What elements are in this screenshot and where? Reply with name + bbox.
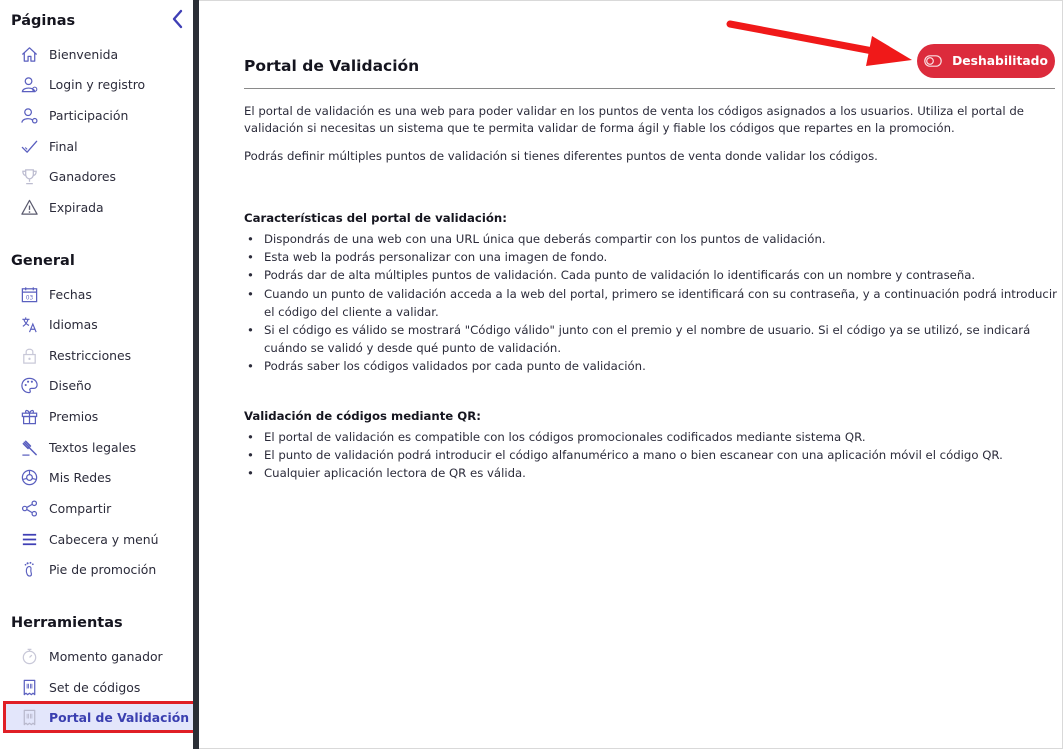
list-item: • Si el código es válido se mostrará "Código válido" junto con el premio y el nombre de usuario. Si el código ya se utilizó, se indicará cuándo se validó y desde qué punto de validación. [244, 321, 1059, 357]
palette-icon [18, 374, 40, 396]
title-divider [244, 88, 1055, 89]
trophy-icon [18, 165, 40, 187]
sidebar-item-final[interactable] [10, 132, 193, 160]
sidebar-item-participacion[interactable] [10, 101, 193, 129]
user-icon [18, 73, 40, 95]
sidebar-item-label: Portal de Validación [49, 709, 190, 725]
qr-list [244, 428, 1059, 483]
list-item: • Cuando un punto de validación acceda a la web del portal, primero se identificará con su contraseña, y a continuación podrá introducir el código del cliente a validar. [244, 285, 1059, 321]
sidebar-item-pie-promocion[interactable] [10, 555, 193, 583]
list-item: • Podrás dar de alta múltiples puntos de validación. Cada punto de validación lo identificarás con un nombre y contraseña. [244, 266, 1059, 284]
ticket-icon [18, 676, 40, 698]
sidebar-item-label: Restricciones [49, 347, 132, 363]
footprint-icon [18, 558, 40, 580]
section-title-herramientas: Herramientas [11, 615, 123, 631]
section-title-paginas: Páginas [11, 13, 76, 29]
status-toggle-label: Deshabilitado [952, 54, 1048, 68]
list-item: • El punto de validación podrá introducir el código alfanumérico a mano o bien escanear con una aplicación móvil el código QR. [244, 446, 1059, 464]
collapse-sidebar-icon[interactable] [168, 8, 188, 30]
sidebar-item-label: Set de códigos [49, 679, 141, 695]
stopwatch-icon [18, 645, 40, 667]
social-icon [18, 466, 40, 488]
features-heading: Características del portal de validación: [244, 211, 507, 225]
sidebar-item-textos-legales[interactable] [10, 433, 193, 461]
sidebar-item-portal-validacion[interactable] [5, 703, 195, 731]
sidebar-item-idiomas[interactable] [10, 310, 193, 338]
gift-icon [18, 405, 40, 427]
sidebar-item-fechas[interactable] [10, 280, 193, 308]
home-icon [18, 43, 40, 65]
calendar-icon [18, 283, 40, 305]
sidebar-item-label: Cabecera y menú [49, 531, 159, 547]
translate-icon [18, 313, 40, 335]
list-item: • El portal de validación es compatible con los códigos promocionales codificados mediante sistema QR. [244, 428, 1059, 446]
sidebar-item-set-codigos[interactable] [10, 673, 193, 701]
sidebar-item-label: Login y registro [49, 76, 146, 92]
toggle-off-icon [924, 55, 942, 67]
list-item: • Esta web la podrás personalizar con una imagen de fondo. [244, 248, 1059, 266]
list-item: • Podrás saber los códigos validados por cada punto de validación. [244, 357, 1059, 375]
sidebar-item-mis-redes[interactable] [10, 463, 193, 491]
sidebar-item-bienvenida[interactable] [10, 40, 193, 68]
sidebar-item-diseno[interactable] [10, 371, 193, 399]
sidebar-item-compartir[interactable] [10, 494, 193, 522]
menu-icon [18, 528, 40, 550]
sidebar-item-label: Expirada [49, 199, 104, 215]
check-icon [18, 135, 40, 157]
share-icon [18, 497, 40, 519]
svg-text:03: 03 [25, 295, 33, 302]
sidebar-item-label: Bienvenida [49, 46, 119, 62]
ticket-icon [18, 706, 40, 728]
qr-heading: Validación de códigos mediante QR: [244, 409, 481, 423]
sidebar-item-label: Diseño [49, 377, 92, 393]
sidebar-item-label: Final [49, 138, 78, 154]
sidebar-item-label: Textos legales [49, 439, 137, 455]
sidebar-item-label: Compartir [49, 500, 112, 516]
sidebar-item-label: Fechas [49, 286, 92, 302]
sidebar-item-label: Premios [49, 408, 99, 424]
sidebar-item-label: Mis Redes [49, 469, 112, 485]
intro-paragraph-1: El portal de validación es una web para poder validar en los puntos de venta los códigos asignados a los usuarios. Utiliza el portal de validación si necesitas un sistema que te permita validar de forma ágil y fiable los códigos que repartes en la promoción. [244, 104, 1024, 135]
list-item: • Cualquier aplicación lectora de QR es válida. [244, 464, 1059, 482]
sidebar-item-label: Ganadores [49, 168, 116, 184]
sidebar-divider[interactable] [193, 0, 199, 749]
sidebar-item-cabecera-menu[interactable] [10, 525, 193, 553]
sidebar-item-expirada[interactable] [10, 193, 193, 221]
sidebar [0, 0, 193, 749]
sidebar-item-label: Participación [49, 107, 129, 123]
sidebar-item-momento-ganador[interactable] [10, 642, 193, 670]
sidebar-item-restricciones[interactable] [10, 341, 193, 369]
list-item: • Dispondrás de una web con una URL única que deberás compartir con los puntos de validación. [244, 230, 1059, 248]
gavel-icon [18, 436, 40, 458]
features-list [244, 230, 1059, 376]
page-title: Portal de Validación [244, 57, 420, 75]
annotation-arrow-icon [726, 18, 916, 68]
sidebar-item-label: Pie de promoción [49, 561, 157, 577]
sidebar-item-label: Momento ganador [49, 648, 163, 664]
sidebar-item-ganadores[interactable] [10, 162, 193, 190]
sidebar-item-premios[interactable] [10, 402, 193, 430]
section-title-general: General [11, 253, 75, 269]
intro-paragraph-2: Podrás definir múltiples puntos de validación si tienes diferentes puntos de venta donde validar los códigos. [244, 149, 878, 163]
warning-icon [18, 196, 40, 218]
sidebar-item-login-registro[interactable] [10, 70, 193, 98]
status-toggle-button[interactable] [917, 44, 1055, 78]
lock-icon [18, 344, 40, 366]
user-cog-icon [18, 104, 40, 126]
sidebar-item-label: Idiomas [49, 316, 98, 332]
